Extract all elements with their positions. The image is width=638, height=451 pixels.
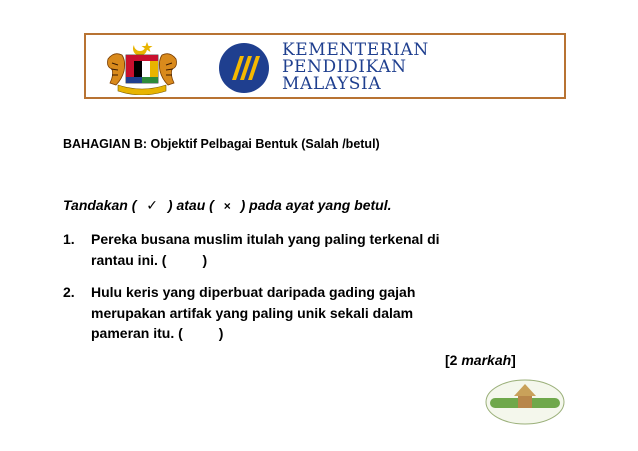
instruction-line	[63, 197, 392, 214]
instruction-part2: ) atau (	[167, 197, 214, 213]
question-line: Pereka busana muslim itulah yang paling terkenal di	[91, 231, 440, 247]
kpm-wordmark	[282, 42, 429, 93]
question-line: merupakan artifak yang paling unik sekali dalam	[91, 304, 414, 321]
marks-close: ]	[511, 352, 516, 368]
marks-open: [2	[445, 352, 458, 368]
question-number: 2.	[63, 284, 75, 300]
cross-icon: ×	[223, 199, 231, 213]
kpm-logo-icon	[218, 42, 270, 94]
marks-label	[445, 352, 516, 368]
kpm-line1: KEMENTERIAN	[282, 40, 429, 60]
question-line: Hulu keris yang diperbuat daripada gading gajah	[91, 284, 416, 300]
check-icon: ✓	[146, 197, 159, 213]
closing-paren: )	[202, 251, 208, 268]
lembaga-peperiksaan-logo-icon	[484, 378, 566, 426]
question-1	[63, 229, 440, 270]
kpm-line2: PENDIDIKAN	[282, 57, 407, 77]
header-banner	[84, 33, 566, 99]
marks-word: markah	[461, 352, 512, 368]
malaysia-coat-of-arms-icon	[100, 39, 184, 95]
question-line: rantau ini. (	[91, 251, 167, 268]
section-title: BAHAGIAN B: Objektif Pelbagai Bentuk (Salah /betul)	[63, 137, 380, 151]
question-number: 1.	[63, 231, 75, 247]
instruction-part1: Tandakan (	[63, 197, 137, 213]
question-2	[63, 282, 415, 344]
instruction-part3: ) pada ayat yang betul.	[240, 197, 392, 213]
question-line: pameran itu. (	[91, 325, 183, 341]
closing-paren: )	[218, 325, 224, 341]
kpm-line3: MALAYSIA	[282, 74, 382, 94]
